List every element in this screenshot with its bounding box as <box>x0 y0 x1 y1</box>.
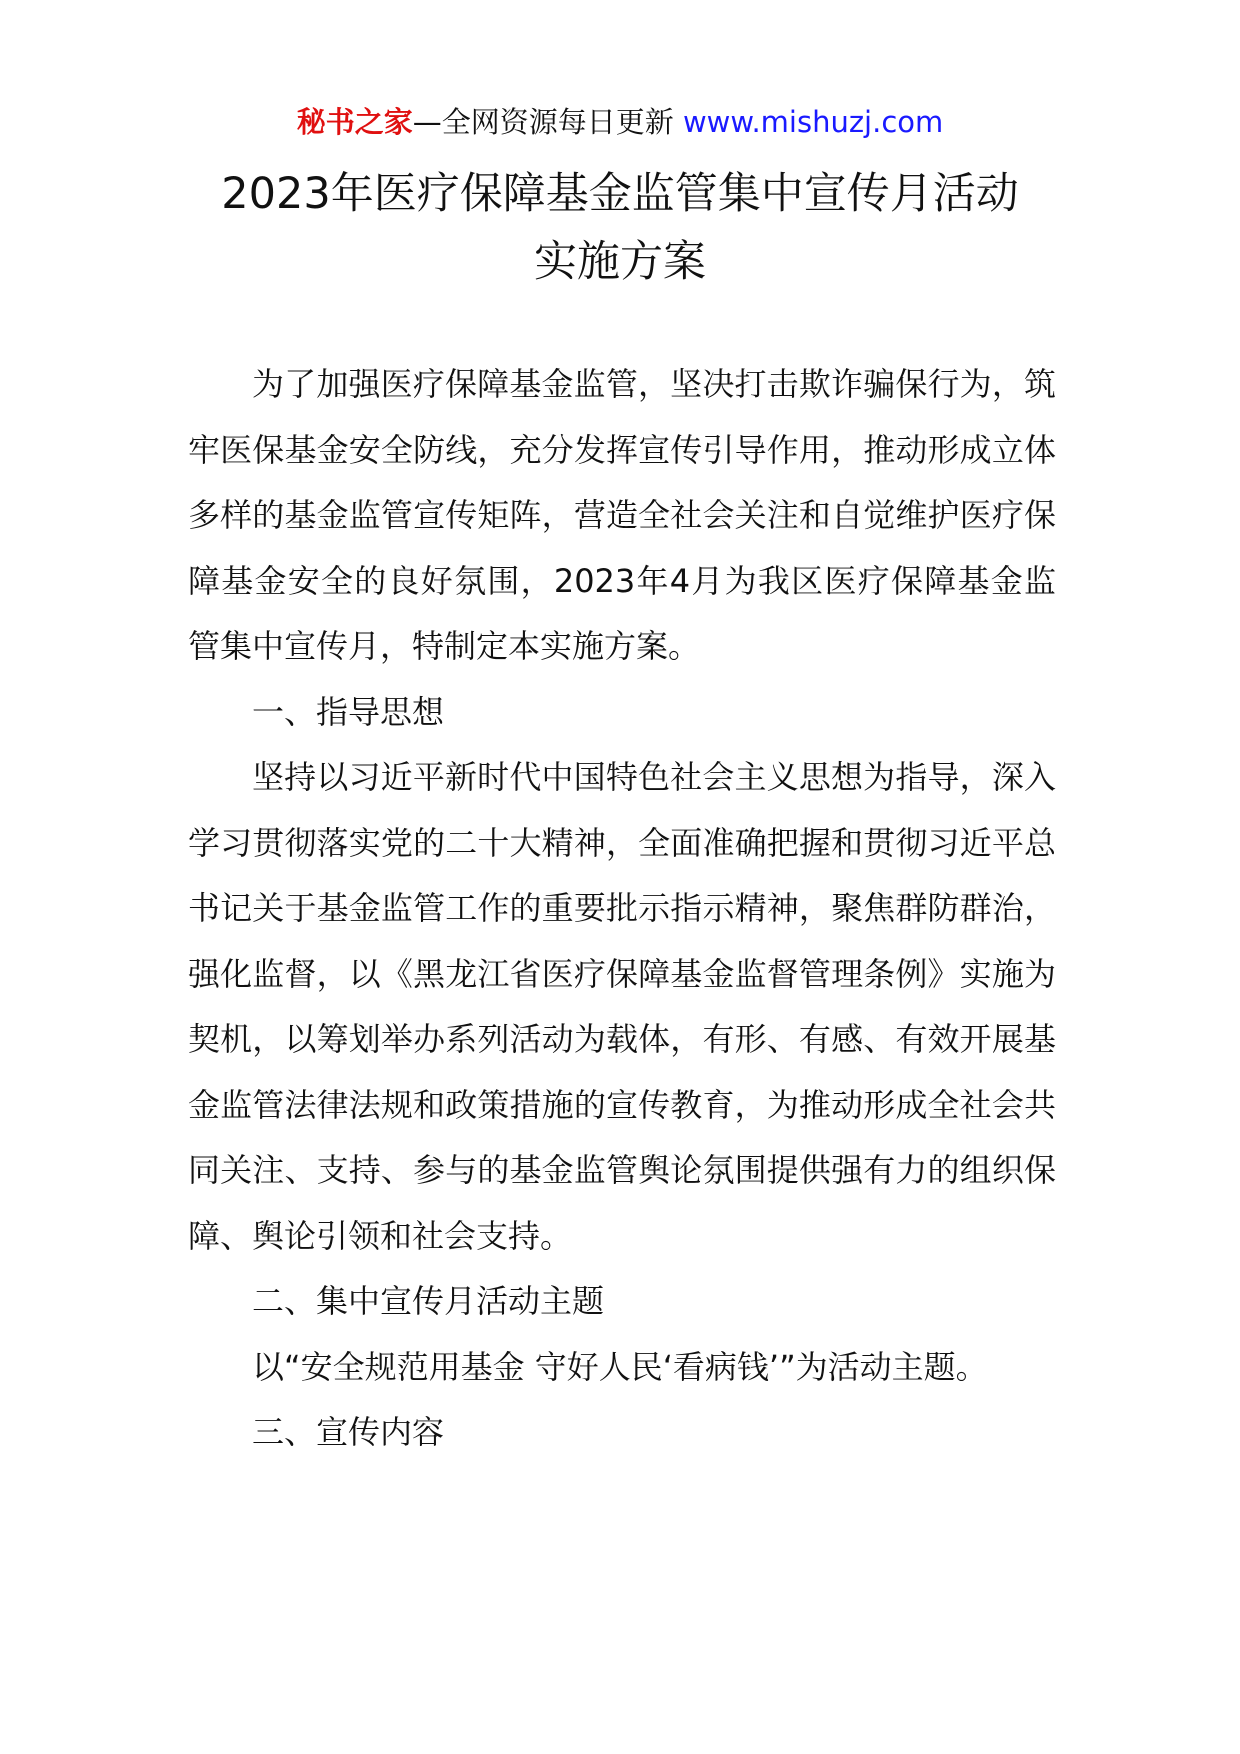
site-url-link[interactable]: www.mishuzj.com <box>682 105 944 139</box>
section-heading-publicity-content: 三、宣传内容 <box>252 1413 445 1451</box>
document-title <box>100 160 1140 296</box>
document-body <box>188 352 1056 1466</box>
brand-name: 秘书之家 <box>296 105 413 139</box>
header-tagline: —全网资源每日更新 <box>412 105 674 139</box>
campaign-theme-paragraph: 以“安全规范用基金 守好人民‘看病钱’”为活动主题。 <box>252 1347 988 1386</box>
title-line-1: 2023年医疗保障基金监管集中宣传月活动 <box>221 169 1019 219</box>
section-heading-campaign-theme: 二、集中宣传月活动主题 <box>252 1282 605 1320</box>
title-line-2: 实施方案 <box>534 237 706 287</box>
section-heading-guiding-ideology: 一、指导思想 <box>252 692 445 731</box>
intro-paragraph: 为了加强医疗保障基金监管，坚决打击欺诈骗保行为，筑牢医保基金安全防线，充分发挥宣传引导作用，推动形成立体多样的基金监管宣传矩阵，营造全社会关注和自觉维护医疗保障基金安全的良好氛围，2023年4月为我区医疗保障基金监管集中宣传月，特制定本实施方案。 <box>188 365 1056 665</box>
guiding-ideology-paragraph: 坚持以习近平新时代中国特色社会主义思想为指导，深入学习贯彻落实党的二十大精神，全面准确把握和贯彻习近平总书记关于基金监管工作的重要批示指示精神，聚焦群防群治，强化监督，以《黑龙江省医疗保障基金监督管理条例》实施为契机，以筹划举办系列活动为载体，有形、有感、有效开展基金监管法律法规和政策措施的宣传教育，为推动形成全社会共同关注、支持、参与的基金监管舆论氛围提供强有力的组织保障、舆论引领和社会支持。 <box>188 758 1056 1255</box>
watermark-header <box>0 102 1240 142</box>
